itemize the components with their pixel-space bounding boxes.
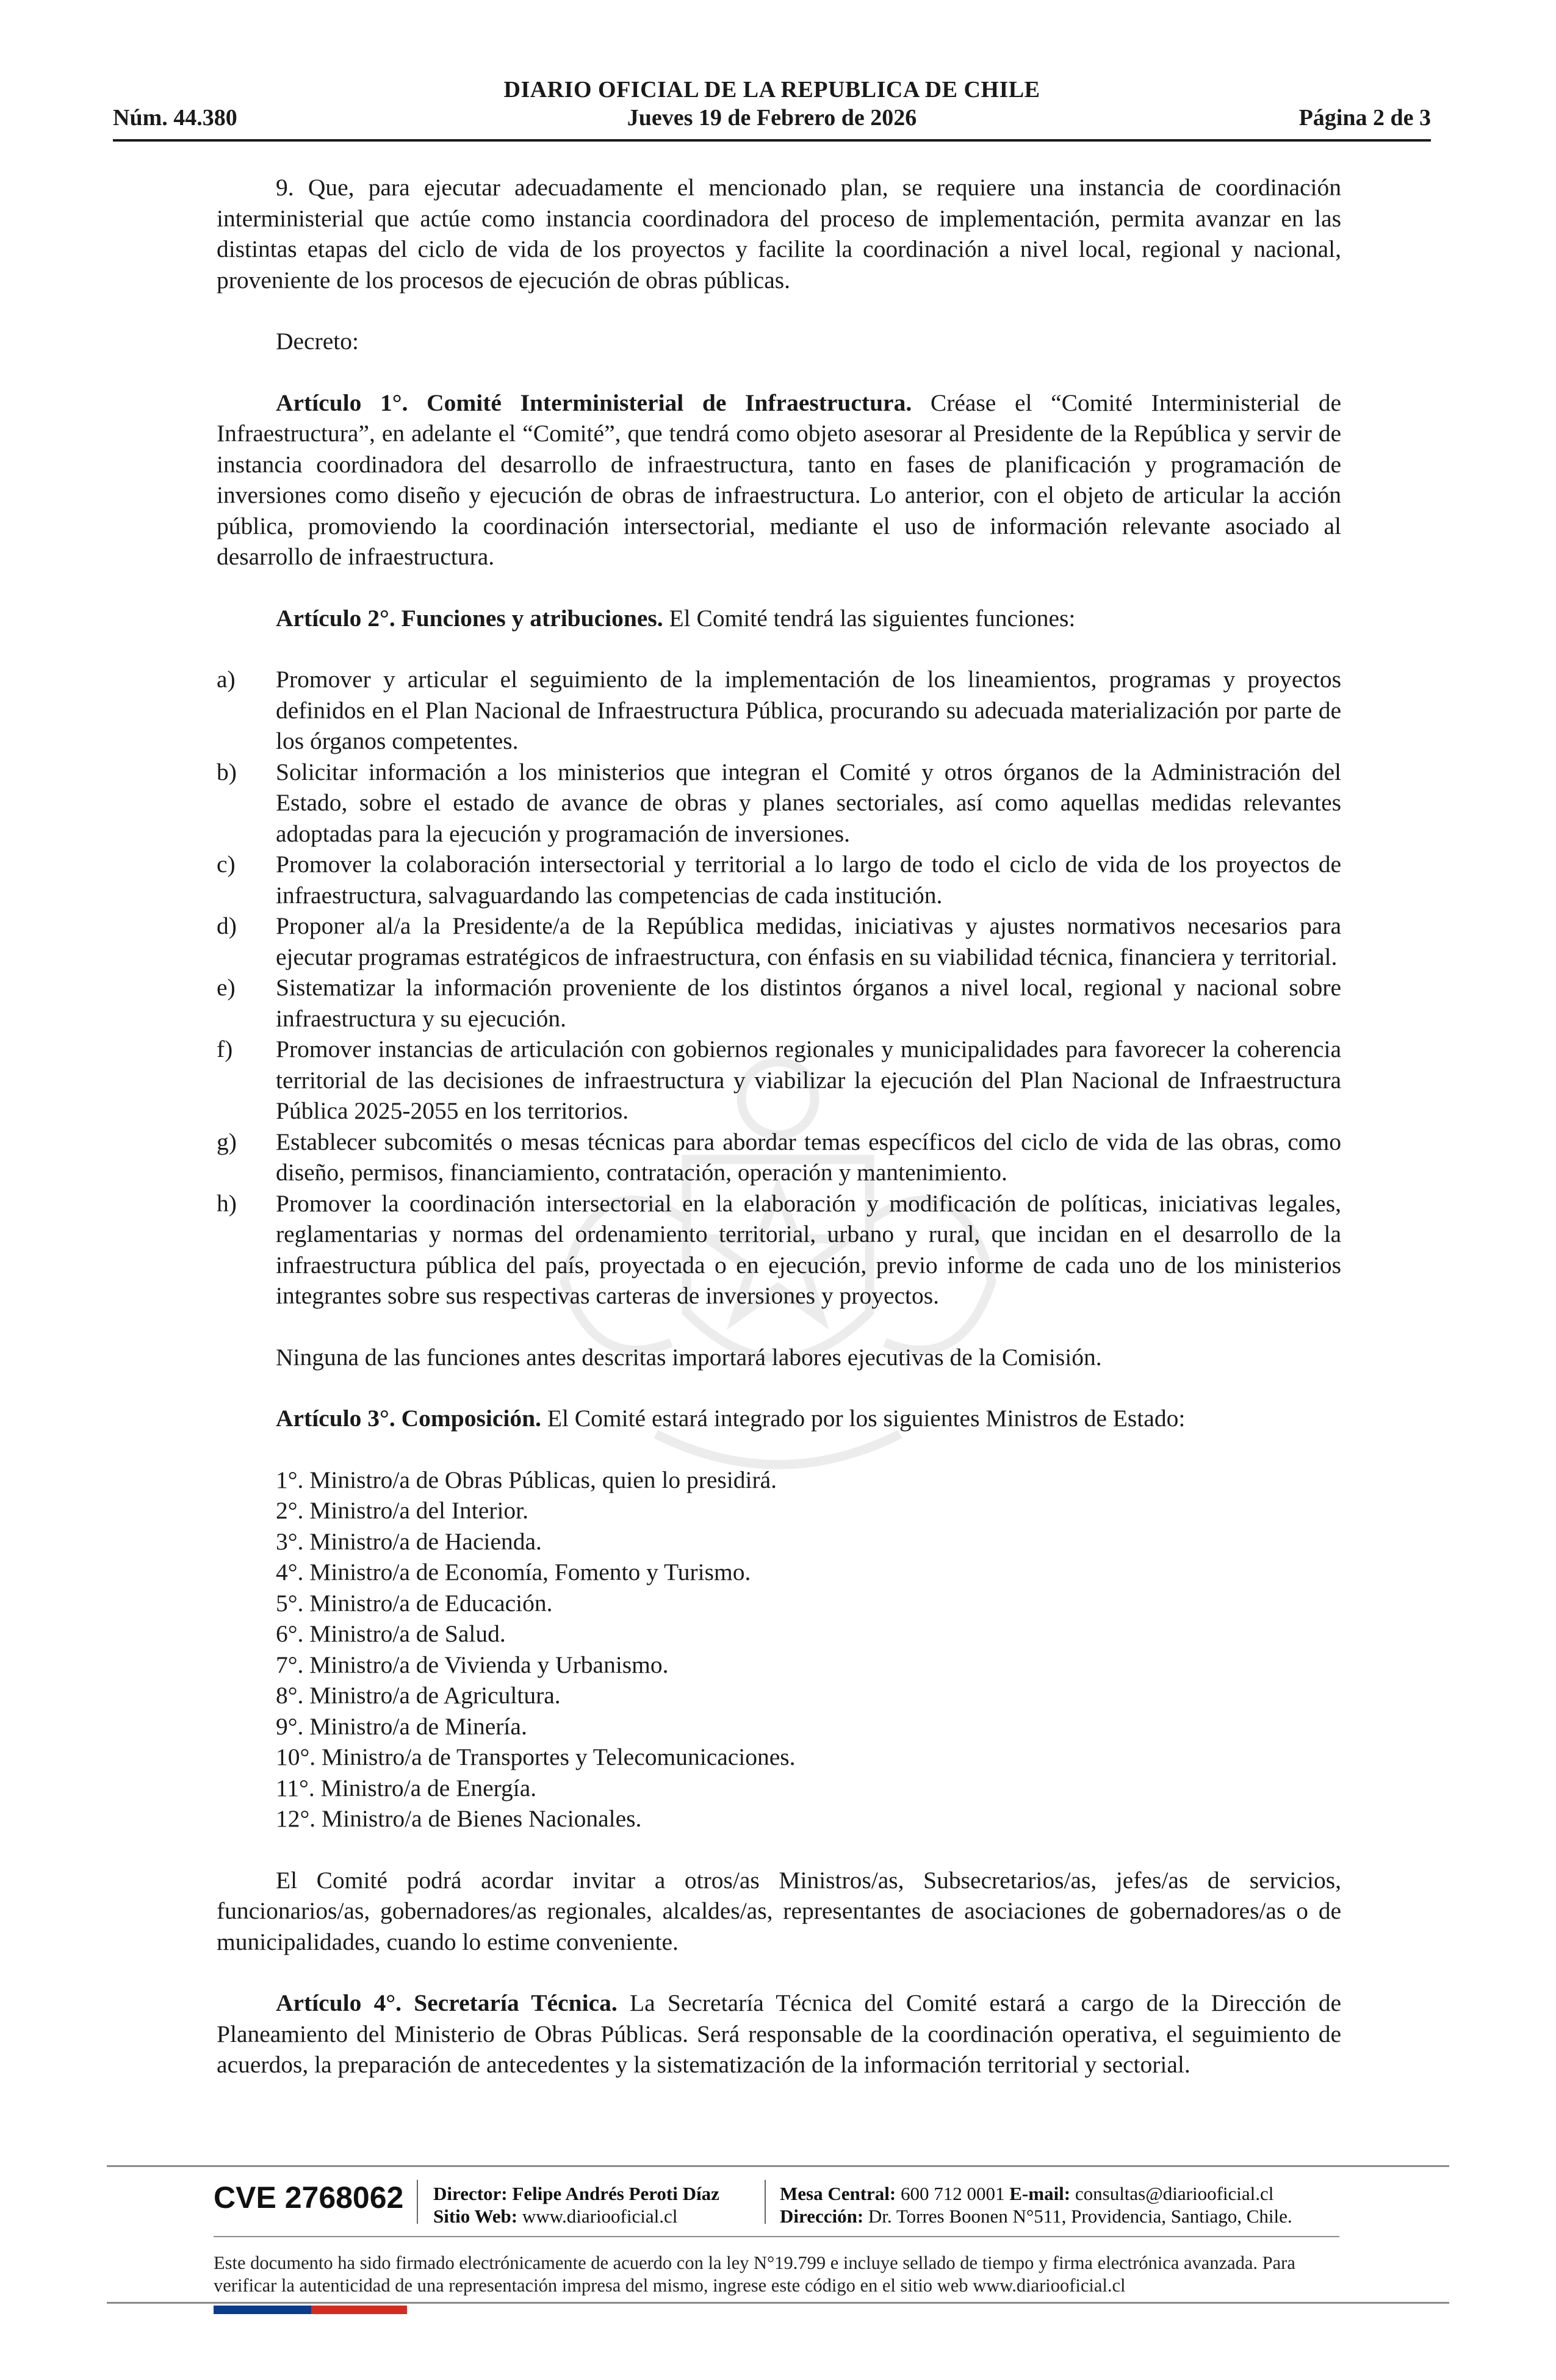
footer-divider-bottom bbox=[107, 2302, 1449, 2304]
list-item: 6°. Ministro/a de Salud. bbox=[276, 1620, 506, 1647]
list-item-text: Promover y articular el seguimiento de la implementación de los lineamientos, programas y proyectos definidos en el Plan Nacional de Infraestructura Pública, procurando su adecuada materialización por parte de los órganos competentes. bbox=[276, 666, 1341, 754]
list-marker: b) bbox=[217, 758, 237, 785]
list-marker: d) bbox=[217, 912, 237, 939]
footer-separator bbox=[417, 2180, 418, 2224]
phone-value: 600 712 0001 bbox=[896, 2183, 1010, 2204]
list-item bbox=[217, 664, 1341, 757]
director-label: Director: bbox=[433, 2183, 508, 2204]
list-marker: e) bbox=[217, 974, 236, 1001]
list-marker: h) bbox=[217, 1189, 237, 1217]
decreto-label: Decreto: bbox=[276, 328, 359, 355]
article-2-text: El Comité tendrá las siguientes funciones: bbox=[663, 604, 1076, 632]
address-value: Dr. Torres Boonen N°511, Providencia, Santiago, Chile. bbox=[863, 2205, 1292, 2227]
list-item-text: Proponer al/a la Presidente/a de la República medidas, iniciativas y ajustes normativos necesarios para ejecutar programas estratégicos de infraestructura, con énfasis en su viabilidad técnica, financiera y territorial. bbox=[276, 912, 1341, 970]
footer-contact-block bbox=[780, 2182, 1292, 2227]
issue-number: Núm. 44.380 bbox=[113, 105, 237, 131]
list-item: 2°. Ministro/a del Interior. bbox=[276, 1497, 529, 1524]
email-link[interactable]: consultas@diariooficial.cl bbox=[1070, 2183, 1274, 2204]
page-header bbox=[113, 76, 1431, 137]
article-1-text: Créase el “Comité Interministerial de Infraestructura”, en adelante el “Comité”, que tendrá como objeto asesorar al Presidente de la República y servir de instancia coordinadora del desarrollo de infraestructura, tanto en fases de planificación y programación de inversiones como diseño y ejecución de obras de infraestructura. Lo anterior, con el objeto de articular la acción pública, promoviendo la coordinación intersectorial, mediante el uso de información relevante asociado al desarrollo de infraestructura. bbox=[217, 389, 1342, 570]
list-marker: a) bbox=[217, 666, 236, 693]
list-item: 1°. Ministro/a de Obras Públicas, quien lo presidirá. bbox=[276, 1466, 777, 1493]
list-marker: f) bbox=[217, 1036, 233, 1062]
list-item bbox=[217, 1188, 1341, 1311]
article-3-heading: Artículo 3°. Composición. bbox=[276, 1405, 541, 1432]
list-item: 7°. Ministro/a de Vivienda y Urbanismo. bbox=[276, 1651, 669, 1678]
list-item: 11°. Ministro/a de Energía. bbox=[276, 1774, 537, 1801]
functions-closing: Ninguna de las funciones antes descritas importará labores ejecutivas de la Comisión. bbox=[276, 1343, 1102, 1371]
paragraph-9: 9. Que, para ejecutar adecuadamente el mencionado plan, se requiere una instancia de coordinación interministerial que actúe como instancia coordinadora del proceso de implementación, permita avanzar en las distintas etapas del ciclo de vida de los proyectos y facilite la coordinación a nivel local, regional y nacional, proveniente de los procesos de ejecución de obras públicas. bbox=[217, 174, 1341, 294]
list-item-text: Promover la coordinación intersectorial en la elaboración y modificación de políticas, iniciativas legales, reglamentarias y normas del ordenamiento territorial, urbano y rural, que incidan en el desarrollo de la infraestructura pública del país, proyectada o en ejecución, previo informe de cada uno de los ministerios integrantes sobre sus respectivas carteras de inversiones y proyectos. bbox=[276, 1189, 1341, 1309]
legal-notice: Este documento ha sido firmado electrónicamente de acuerdo con la ley N°19.799 e incluye sellado de tiempo y firma electrónica avanzada. Para verificar la autenticidad de una representación impresa del mismo, ingrese este código en el sitio web www.diariooficial.cl bbox=[214, 2252, 1295, 2296]
list-marker: c) bbox=[217, 851, 236, 878]
list-item bbox=[217, 1127, 1341, 1188]
footer-separator bbox=[765, 2180, 766, 2224]
functions-list bbox=[217, 664, 1341, 1311]
phone-label: Mesa Central: bbox=[780, 2183, 896, 2204]
footer-divider-mid bbox=[214, 2236, 1339, 2237]
website-label: Sitio Web: bbox=[433, 2205, 518, 2227]
cve-code: CVE 2768062 bbox=[214, 2180, 404, 2215]
article-4 bbox=[217, 1988, 1341, 2080]
list-item: 10°. Ministro/a de Transportes y Telecomunicaciones. bbox=[276, 1744, 796, 1770]
article-2-heading: Artículo 2°. Funciones y atribuciones. bbox=[276, 604, 663, 632]
article-3 bbox=[217, 1403, 1341, 1434]
list-item-text: Sistematizar la información proveniente de los distintos órganos a nivel local, regional y nacional sobre infraestructura y su ejecución. bbox=[276, 974, 1341, 1032]
footer-director-block bbox=[433, 2182, 719, 2227]
article-3-text: El Comité estará integrado por los siguientes Ministros de Estado: bbox=[541, 1405, 1186, 1432]
list-marker: g) bbox=[217, 1128, 237, 1155]
website-link[interactable]: www.diariooficial.cl bbox=[517, 2205, 678, 2227]
list-item: 5°. Ministro/a de Educación. bbox=[276, 1589, 553, 1617]
list-item bbox=[217, 757, 1341, 849]
director-name: Felipe Andrés Peroti Díaz bbox=[507, 2183, 719, 2204]
publication-title: DIARIO OFICIAL DE LA REPUBLICA DE CHILE bbox=[503, 77, 1040, 103]
members-closing: El Comité podrá acordar invitar a otros/as Ministros/as, Subsecretarios/as, jefes/as de servicios, funcionarios/as, gobernadores/as regionales, alcaldes/as, representantes de asociaciones de gobernadores/as o de municipalidades, cuando lo estime conveniente. bbox=[217, 1866, 1341, 1955]
list-item: 3°. Ministro/a de Hacienda. bbox=[276, 1527, 542, 1555]
footer-divider-top bbox=[107, 2165, 1449, 2167]
issue-date: Jueves 19 de Febrero de 2026 bbox=[627, 105, 917, 131]
article-2 bbox=[217, 603, 1341, 634]
members-list bbox=[217, 1465, 1341, 1834]
article-1 bbox=[217, 388, 1341, 572]
flag-stripe-blue bbox=[214, 2306, 311, 2314]
list-item-text: Promover instancias de articulación con gobiernos regionales y municipalidades para favorecer la coherencia territorial de las decisiones de infraestructura y viabilizar la ejecución del Plan Nacional de Infraestructura Pública 2025-2055 en los territorios. bbox=[276, 1036, 1341, 1124]
document-body bbox=[217, 172, 1341, 2080]
list-item bbox=[217, 911, 1341, 972]
article-1-heading: Artículo 1°. Comité Interministerial de Infraestructura. bbox=[276, 389, 912, 416]
email-label: E-mail: bbox=[1009, 2183, 1071, 2204]
article-4-heading: Artículo 4°. Secretaría Técnica. bbox=[276, 1989, 618, 2016]
flag-stripe-red bbox=[311, 2306, 407, 2314]
list-item: 12°. Ministro/a de Bienes Nacionales. bbox=[276, 1805, 642, 1832]
list-item bbox=[217, 1034, 1341, 1127]
list-item-text: Solicitar información a los ministerios que integran el Comité y otros órganos de la Administración del Estado, sobre el estado de avance de obras y planes sectoriales, así como aquellas medidas relevantes adoptadas para la ejecución y programación de inversiones. bbox=[276, 758, 1341, 847]
list-item-text: Promover la colaboración intersectorial y territorial a lo largo de todo el ciclo de vida de los proyectos de infraestructura, salvaguardando las competencias de cada institución. bbox=[276, 851, 1341, 909]
list-item bbox=[217, 972, 1341, 1034]
list-item: 4°. Ministro/a de Economía, Fomento y Turismo. bbox=[276, 1559, 751, 1585]
address-label: Dirección: bbox=[780, 2205, 864, 2227]
list-item bbox=[217, 849, 1341, 911]
list-item: 8°. Ministro/a de Agricultura. bbox=[276, 1682, 561, 1709]
header-divider bbox=[113, 139, 1431, 142]
list-item-text: Establecer subcomités o mesas técnicas para abordar temas específicos del ciclo de vida de las obras, como diseño, permisos, financiamiento, contratación, operación y mantenimiento. bbox=[276, 1128, 1341, 1186]
list-item: 9°. Ministro/a de Minería. bbox=[276, 1712, 527, 1740]
article-4-text: La Secretaría Técnica del Comité estará a cargo de la Dirección de Planeamiento del Ministerio de Obras Públicas. Será responsable de la coordinación operativa, el seguimiento de acuerdos, la preparación de antecedentes y la sistematización de la información territorial y sectorial. bbox=[217, 1989, 1342, 2078]
page-indicator: Página 2 de 3 bbox=[1298, 105, 1431, 131]
